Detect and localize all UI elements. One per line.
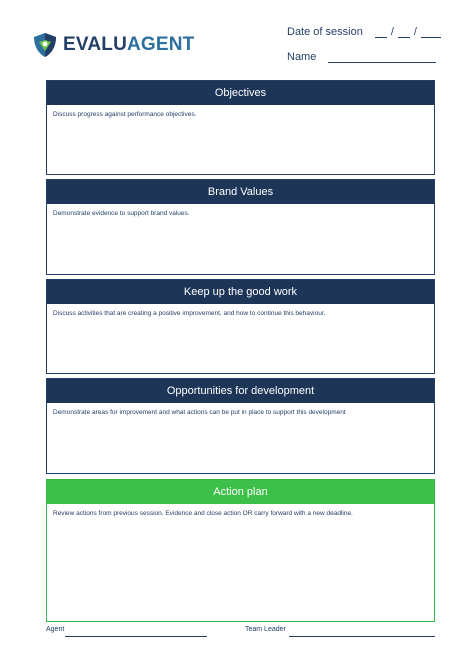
agent-label: Agent: [46, 626, 65, 633]
date-of-session-row: [287, 26, 443, 38]
date-year-field[interactable]: [421, 26, 441, 38]
logo-wordmark: EVALUAGENT: [63, 34, 195, 55]
section-body[interactable]: Demonstrate areas for improvement and what actions can be put in place to support this development: [53, 409, 346, 416]
section-body[interactable]: Review actions from previous session. Evidence and close action OR carry forward with a new deadline.: [53, 510, 353, 517]
agent-signature-line[interactable]: [65, 636, 207, 637]
shield-logo-icon: [31, 31, 59, 59]
section-title: Action plan: [47, 480, 434, 504]
name-row: [287, 51, 438, 63]
team-leader-label: Team Leader: [245, 626, 286, 633]
section-title: Objectives: [47, 81, 434, 105]
date-month-field[interactable]: [398, 26, 410, 38]
section-opportunities: [46, 378, 435, 474]
section-body[interactable]: Discuss progress against performance objectives.: [53, 111, 197, 118]
section-action-plan: [46, 479, 435, 622]
date-day-field[interactable]: [375, 26, 387, 38]
evaluagent-logo: [31, 30, 194, 60]
section-body[interactable]: Demonstrate evidence to support brand values.: [53, 210, 190, 217]
section-objectives: [46, 80, 435, 175]
date-separator: /: [413, 26, 417, 38]
section-body[interactable]: Discuss activities that are creating a positive improvement, and how to continue this behaviour.: [53, 310, 326, 317]
section-keep-up-good-work: [46, 279, 435, 374]
date-separator: /: [390, 26, 394, 38]
section-brand-values: [46, 179, 435, 275]
name-label: Name: [287, 51, 317, 63]
section-title: Opportunities for development: [47, 379, 434, 403]
team-leader-signature-line[interactable]: [289, 636, 435, 637]
date-of-session-label: Date of session: [287, 26, 363, 38]
section-title: Brand Values: [47, 180, 434, 204]
name-field[interactable]: [328, 51, 436, 63]
section-title: Keep up the good work: [47, 280, 434, 304]
